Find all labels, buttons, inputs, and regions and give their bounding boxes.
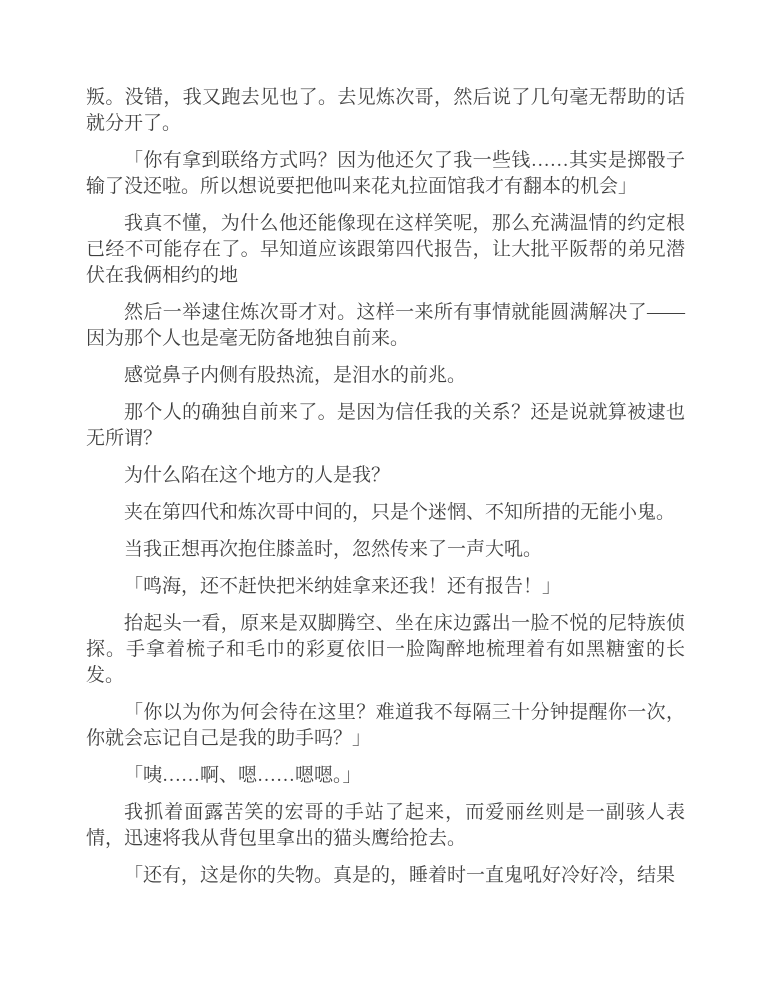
paragraph: 然后一举逮住炼次哥才对。这样一来所有事情就能圆满解决了——因为那个人也是毫无防备地独自前来。	[86, 302, 685, 349]
paragraph: 叛。没错，我又跑去见也了。去见炼次哥，然后说了几句毫无帮助的话就分开了。	[86, 87, 685, 134]
paragraph: 夹在第四代和炼次哥中间的，只是个迷惘、不知所措的无能小鬼。	[124, 502, 676, 523]
paragraph: 我真不懂，为什么他还能像现在这样笑呢，那么充满温情的约定根已经不可能存在了。早知道应该跟第四代报告，让大批平阪帮的弟兄潜伏在我俩相约的地	[86, 213, 685, 286]
paragraph: 「鸣海，还不赶快把米纳娃拿来还我！还有报告！」	[124, 576, 562, 597]
paragraph: 抬起头一看，原来是双脚腾空、坐在床边露出一脸不悦的尼特族侦探。手拿着梳子和毛巾的彩夏依旧一脸陶醉地梳理着有如黑糖蜜的长发。	[86, 613, 685, 686]
paragraph: 「你有拿到联络方式吗？因为他还欠了我一些钱……其实是掷骰子输了没还啦。所以想说要把他叫来花丸拉面馆我才有翻本的机会」	[86, 150, 685, 197]
paragraph: 「咦……啊、嗯……嗯嗯。」	[124, 765, 362, 786]
paragraph: 那个人的确独自前来了。是因为信任我的关系？还是说就算被逮也无所谓？	[86, 402, 685, 449]
paragraph: 当我正想再次抱住膝盖时，忽然传来了一声大吼。	[124, 539, 543, 560]
paragraph: 为什么陷在这个地方的人是我？	[124, 465, 391, 486]
paragraph: 「还有，这是你的失物。真是的，睡着时一直鬼吼好冷好冷，结果	[124, 865, 676, 886]
paragraph: 感觉鼻子内侧有股热流，是泪水的前兆。	[124, 365, 467, 386]
document-page-content	[86, 85, 685, 900]
paragraph: 「你以为你为何会待在这里？难道我不每隔三十分钟提醒你一次，你就会忘记自己是我的助手吗？」	[86, 702, 685, 749]
paragraph: 我抓着面露苦笑的宏哥的手站了起来，而爱丽丝则是一副骇人表情，迅速将我从背包里拿出的猫头鹰给抢去。	[86, 802, 685, 849]
